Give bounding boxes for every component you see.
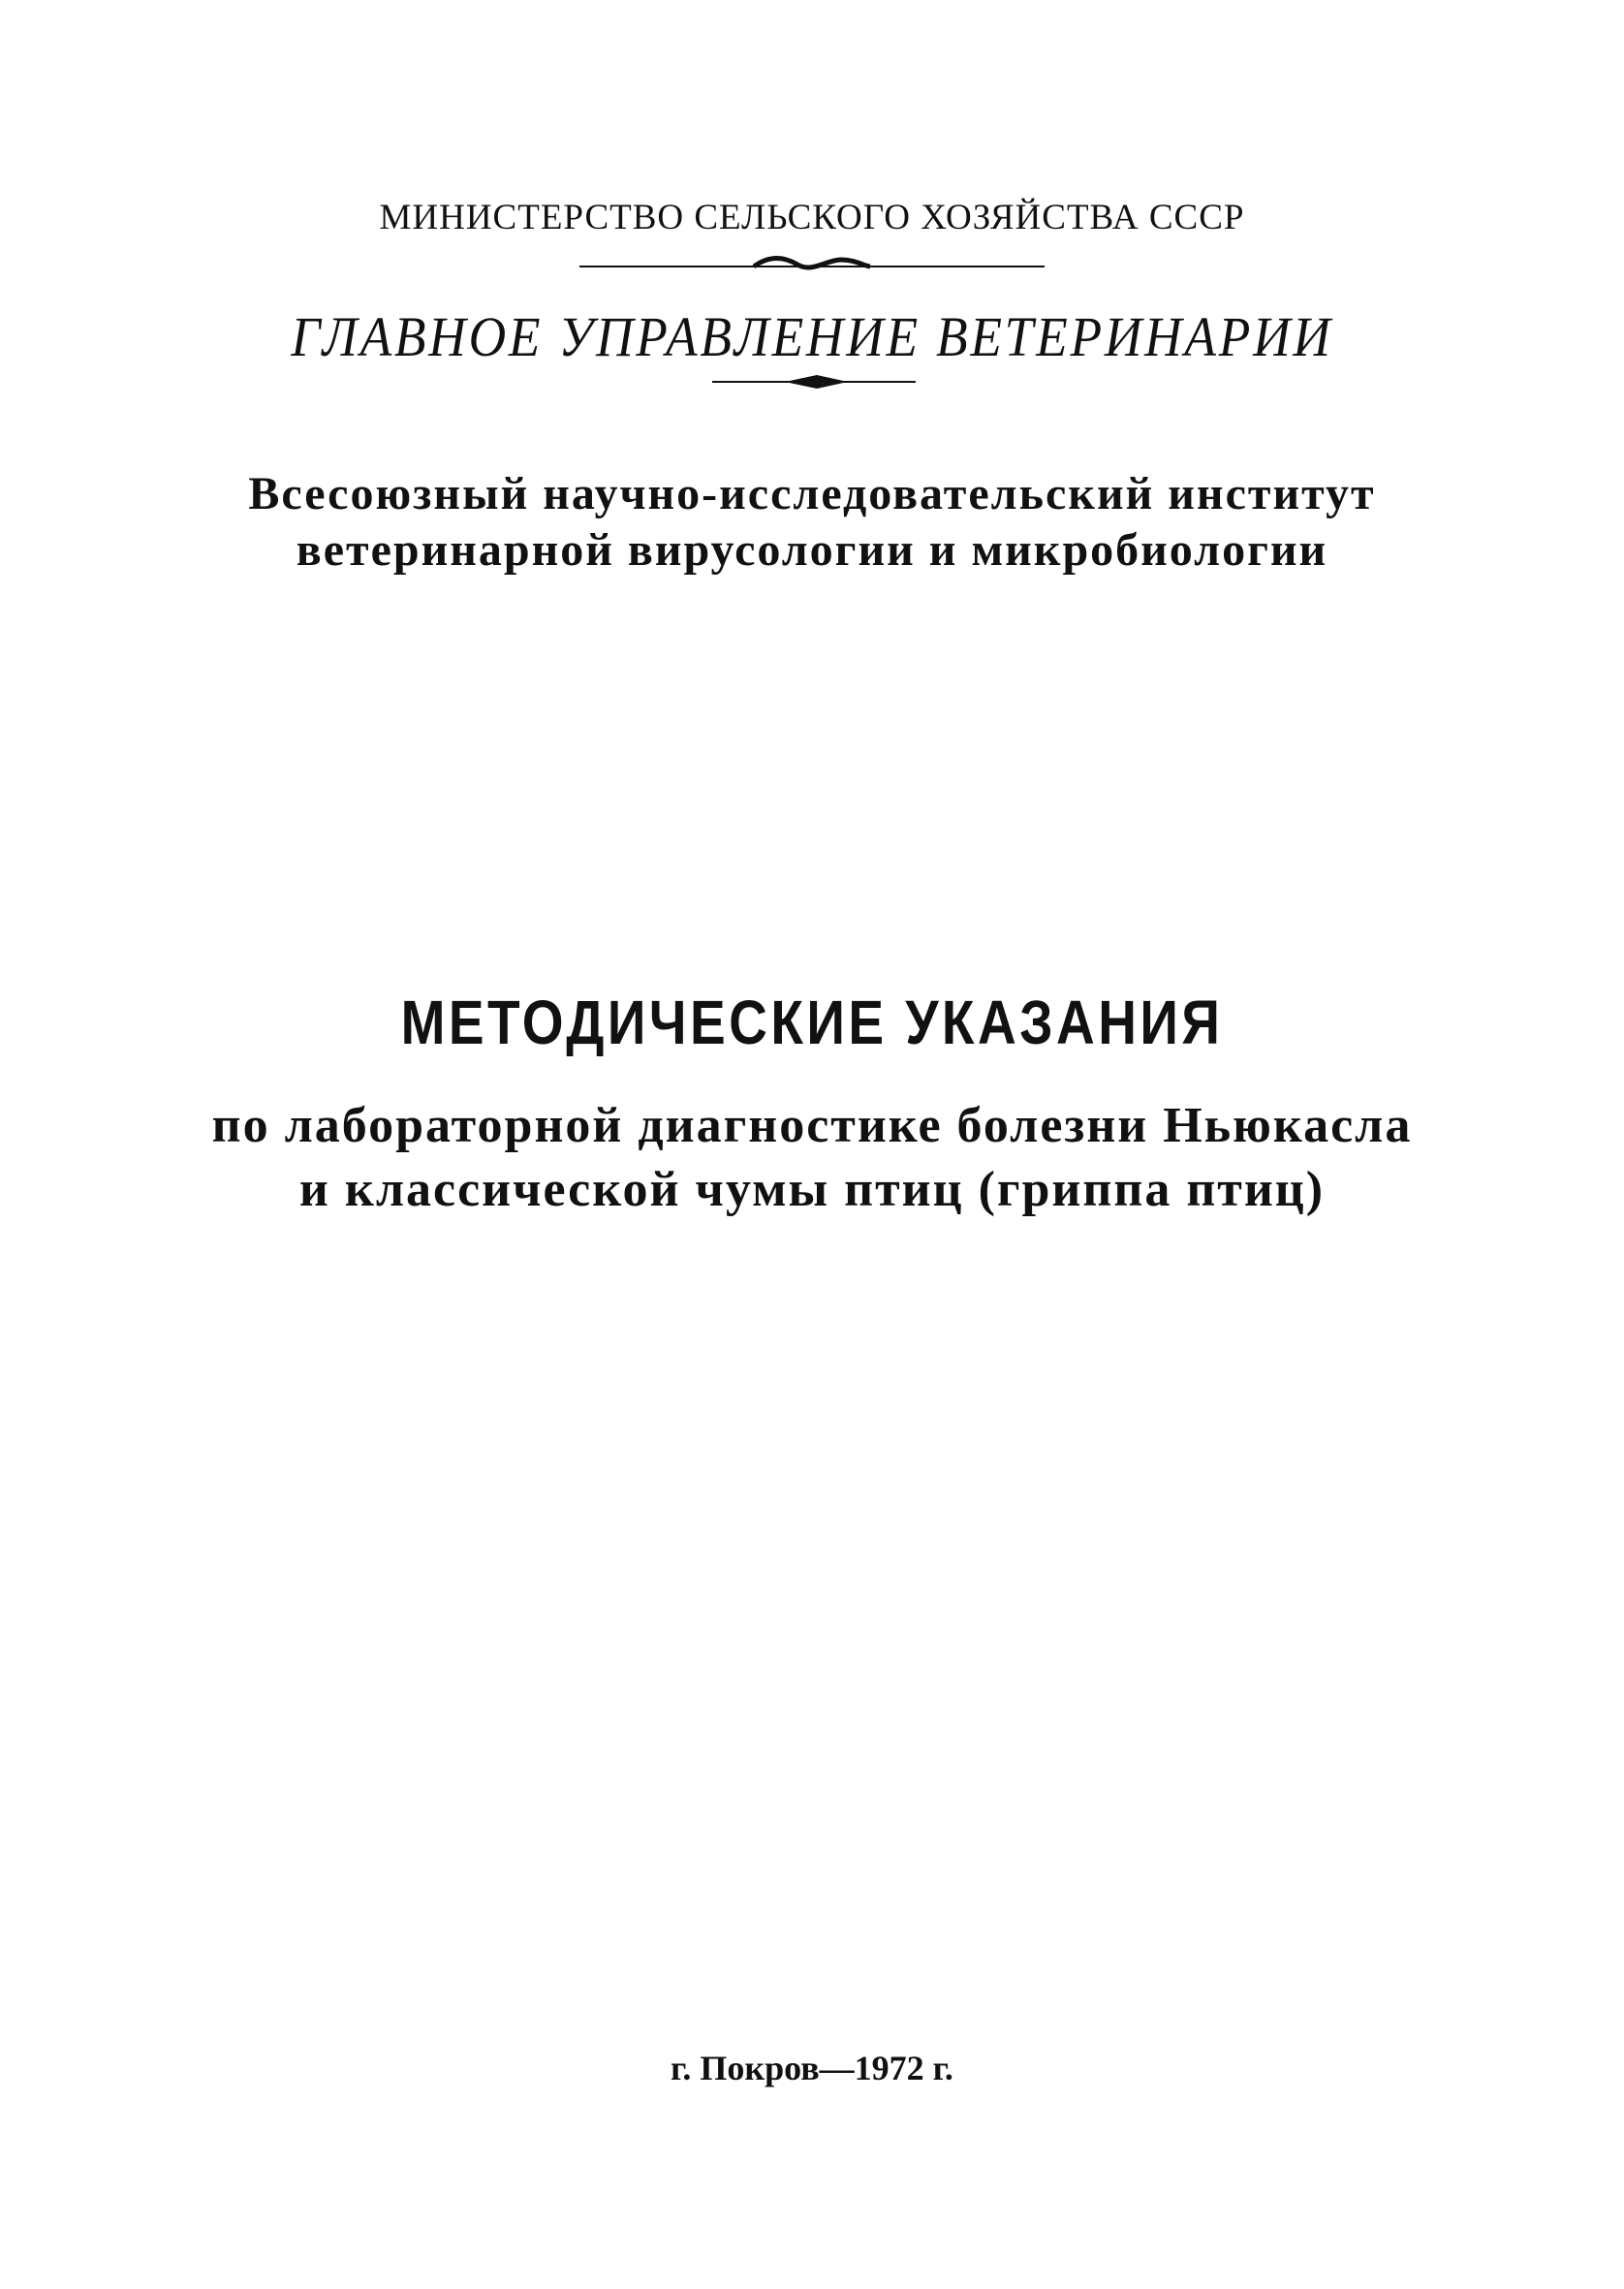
document-subtitle-line-2: и классической чумы птиц (гриппа птиц) <box>298 1162 1326 1217</box>
institute-name-line-1: Всесоюзный научно-исследовательский институт <box>248 468 1376 519</box>
diamond-ornament-divider <box>712 372 916 392</box>
document-title: МЕТОДИЧЕСКИЕ УКАЗАНИЯ <box>400 988 1224 1057</box>
publication-imprint: г. Покров—1972 г. <box>671 2049 953 2087</box>
wave-ornament-divider <box>579 252 1045 275</box>
institute-name-line-2: ветеринарной вирусологии и микробиологии <box>296 524 1328 576</box>
ministry-name: МИНИСТЕРСТВО СЕЛЬСКОГО ХОЗЯЙСТВА СССР <box>379 198 1245 237</box>
document-subtitle-line-1: по лабораторной диагностике болезни Ньюкасла <box>211 1098 1413 1153</box>
directorate-name: ГЛАВНОЕ УПРАВЛЕНИЕ ВЕТЕРИНАРИИ <box>291 305 1333 368</box>
